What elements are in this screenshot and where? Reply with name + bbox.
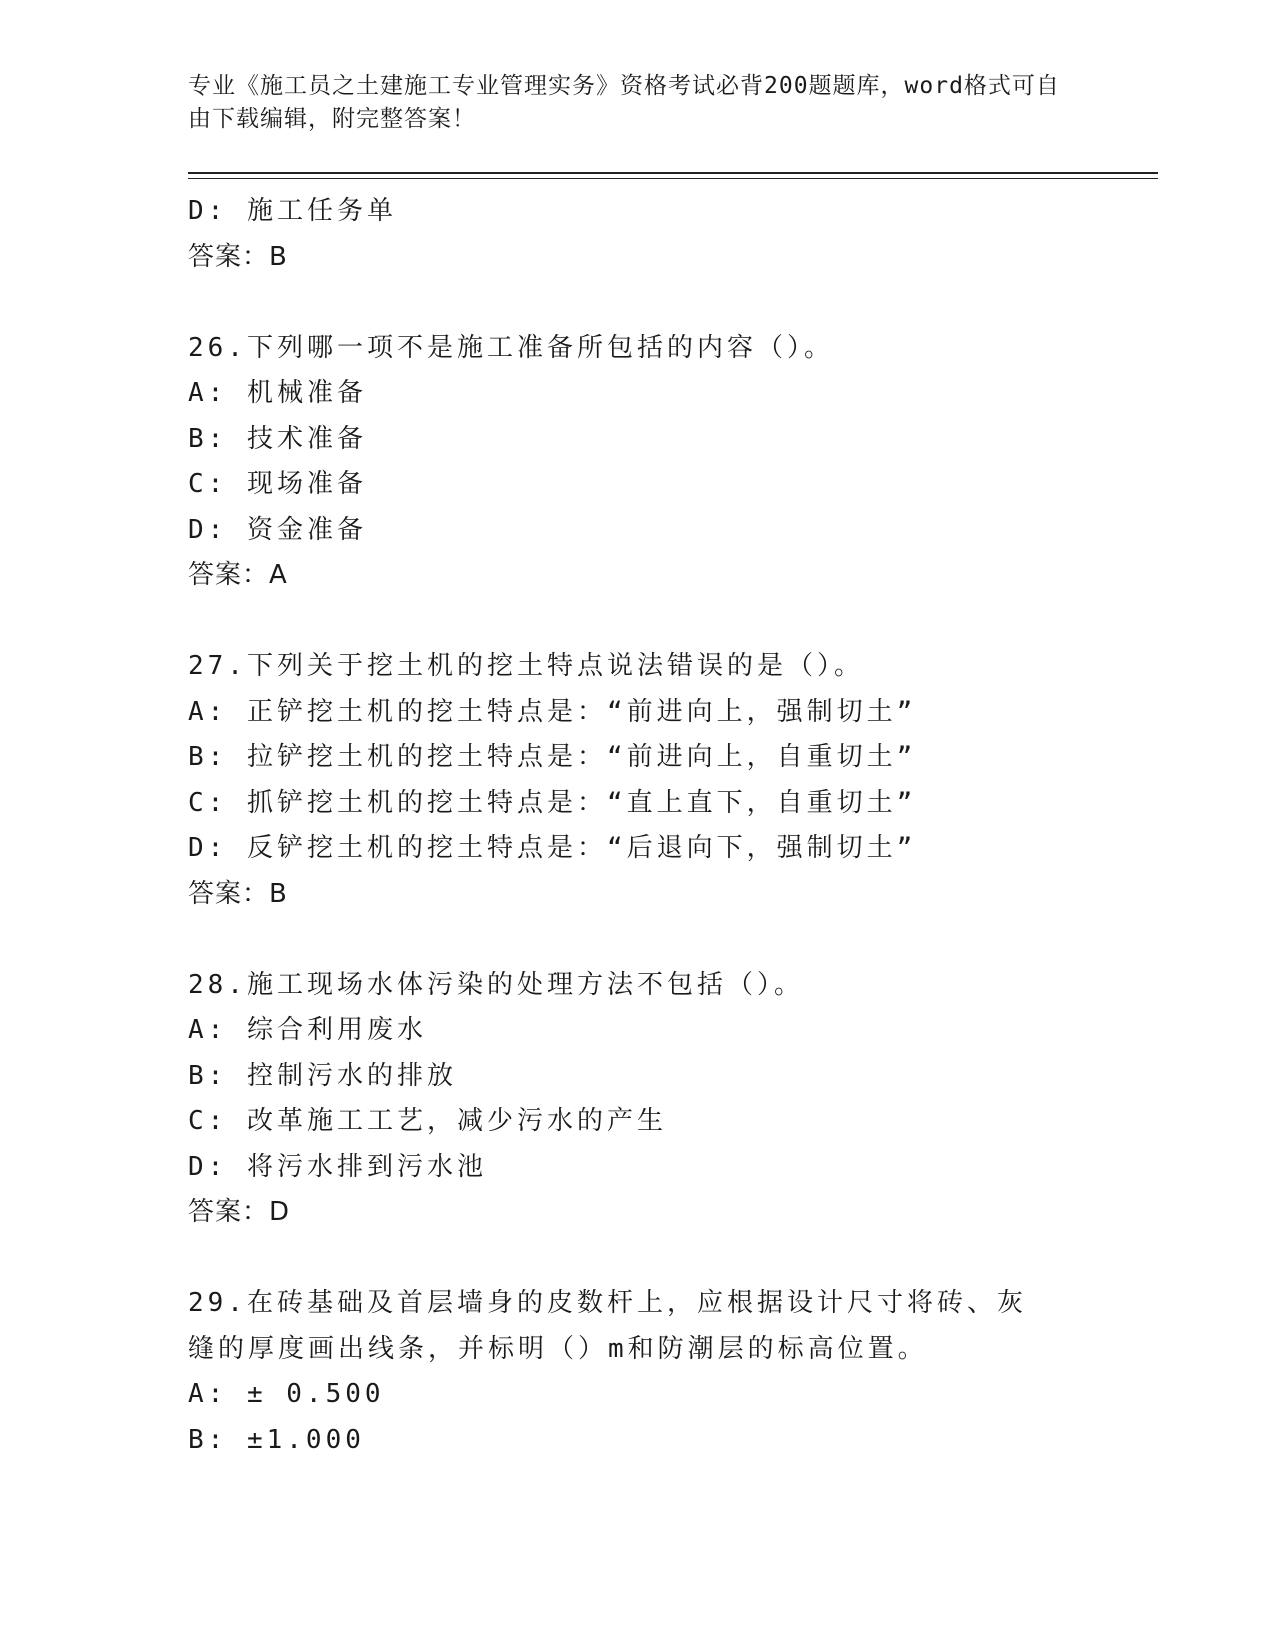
option-a: A: 机械准备 xyxy=(188,378,367,408)
question-27 xyxy=(188,644,1158,917)
document-page xyxy=(188,70,1158,1463)
prev-answer: 答案：B xyxy=(188,241,288,272)
question-title: 26.下列哪一项不是施工准备所包括的内容（）。 xyxy=(188,332,834,363)
option-a: A: ± 0.500 xyxy=(188,1379,385,1409)
option-a: A: 正铲挖土机的挖土特点是：“前进向上，强制切土” xyxy=(188,696,917,727)
question-title: 29.在砖基础及首层墙身的皮数杆上，应根据设计尺寸将砖、灰缝的厚度画出线条，并标明（）m和防潮层的标高位置。 xyxy=(188,1288,1027,1364)
option-c: C: 现场准备 xyxy=(188,469,367,499)
question-title: 27.下列关于挖土机的挖土特点说法错误的是（）。 xyxy=(188,651,864,681)
option-b: B: 技术准备 xyxy=(188,423,367,454)
question-title: 28.施工现场水体污染的处理方法不包括（）。 xyxy=(188,969,804,1000)
option-b: B: 控制污水的排放 xyxy=(188,1060,457,1091)
option-b: B: 拉铲挖土机的挖土特点是：“前进向上，自重切土” xyxy=(188,742,917,772)
question-28 xyxy=(188,963,1158,1236)
option-c: C: 抓铲挖土机的挖土特点是：“直上直下，自重切土” xyxy=(188,787,917,818)
option-a: A: 综合利用废水 xyxy=(188,1015,427,1045)
answer: 答案：D xyxy=(188,1197,291,1227)
option-c: C: 改革施工工艺，减少污水的产生 xyxy=(188,1106,667,1136)
question-26 xyxy=(188,326,1158,599)
header-divider xyxy=(188,172,1158,179)
question-29 xyxy=(188,1281,1158,1463)
option-d: D: 反铲挖土机的挖土特点是：“后退向下，强制切土” xyxy=(188,833,917,863)
prev-option-d: D: 施工任务单 xyxy=(188,196,397,226)
header-note: 专业《施工员之土建施工专业管理实务》资格考试必背200题题库，word格式可自由下载编辑，附完整答案！ xyxy=(188,73,1060,132)
option-d: D: 资金准备 xyxy=(188,514,367,545)
option-b: B: ±1.000 xyxy=(188,1424,365,1455)
answer: 答案：B xyxy=(188,878,288,909)
answer: 答案：A xyxy=(188,560,288,590)
question-list xyxy=(188,189,1158,1463)
option-d: D: 将污水排到污水池 xyxy=(188,1151,487,1182)
